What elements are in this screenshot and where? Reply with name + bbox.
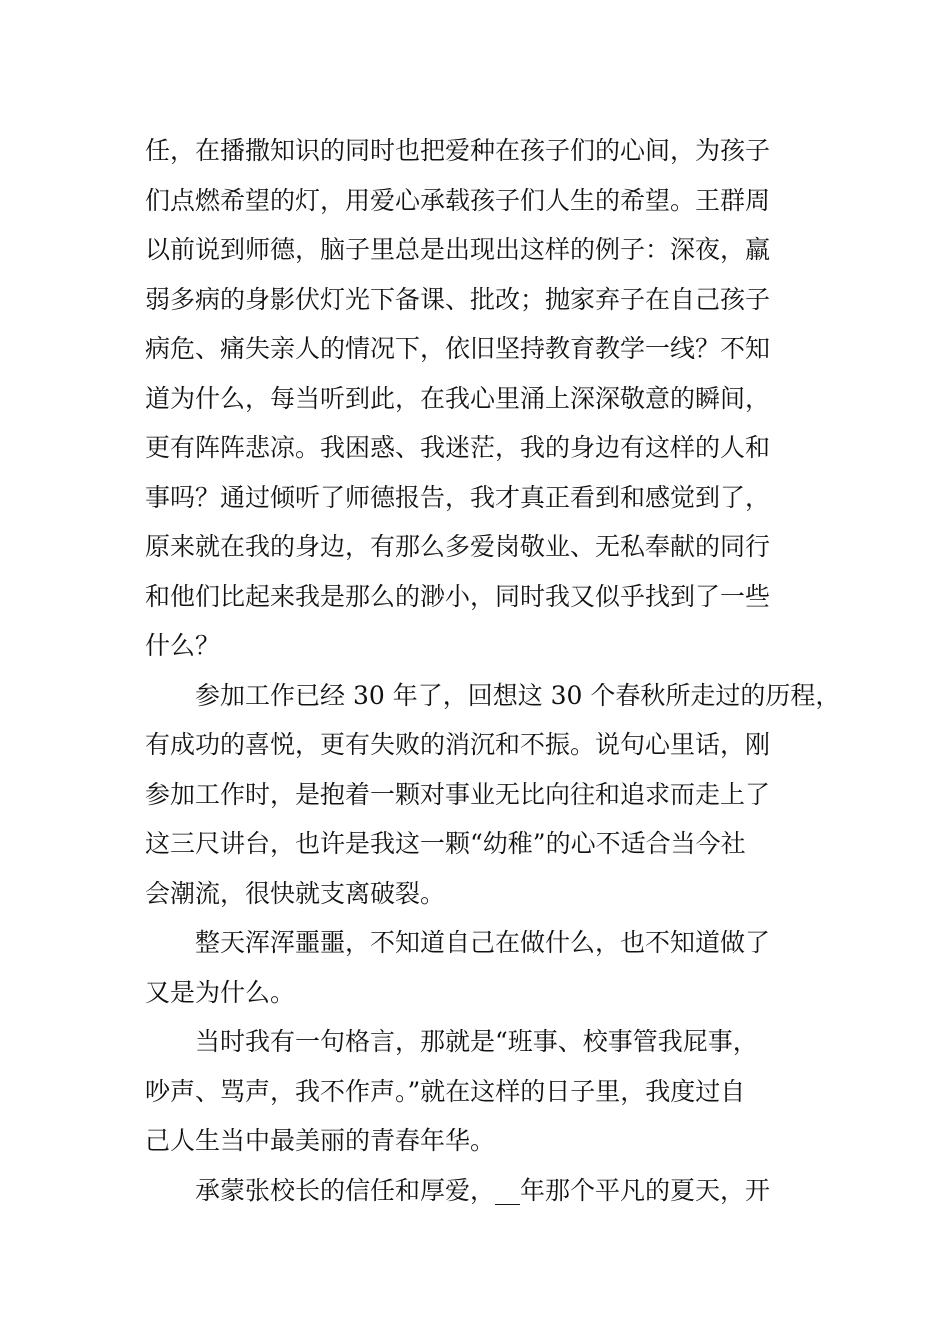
text-line: 什么？ (145, 631, 221, 660)
text-line: 和他们比起来我是那么的渺小，同时我又似乎找到了一些 (145, 581, 771, 611)
text-line: 又是为什么。 (145, 977, 296, 1007)
text-line: 有成功的喜悦，更有失败的消沉和不振。说句心里话，刚 (145, 730, 771, 759)
text-line: 以前说到师德，脑子里总是出现出这样的例子：深夜，羸 (145, 235, 771, 264)
text-line: 己人生当中最美丽的青春年华。 (145, 1126, 496, 1155)
text-line: 参加工作时，是抱着一颗对事业无比向往和追求而走上了 (145, 779, 771, 809)
text-line: 会潮流，很快就支离破裂。 (145, 878, 446, 908)
text-line: 吵声、骂声，我不作声。”就在这样的日子里，我度过自 (145, 1076, 746, 1106)
text-line: 原来就在我的身边，有那么多爱岗敬业、无私奉献的同行 (145, 532, 771, 561)
paragraph-first-line: 整天浑浑噩噩，不知道自己在做什么，也不知道做了 (195, 928, 771, 957)
text-line: 这三尺讲台，也许是我这一颗“幼稚”的心不适合当今社 (145, 829, 746, 858)
text-line: 们点燃希望的灯，用爱心承载孩子们人生的希望。王群周 (145, 185, 771, 215)
text-line: 病危、痛失亲人的情况下，依旧坚持教育教学一线？不知 (145, 334, 771, 363)
text-line: 事吗？通过倾听了师德报告，我才真正看到和感觉到了， (145, 482, 771, 512)
body-text (145, 126, 841, 1215)
text-line: 弱多病的身影伏灯光下备课、批改；抛家弃子在自己孩子 (145, 284, 771, 314)
paragraph-first-line: 承蒙张校长的信任和厚爱，__年那个平凡的夏天，开 (195, 1175, 771, 1205)
text-line: 更有阵阵悲凉。我困惑、我迷茫，我的身边有这样的人和 (145, 433, 771, 462)
paragraph-first-line: 参加工作已经 30 年了，回想这 30 个春秋所走过的历程， (195, 680, 841, 710)
paragraph-first-line: 当时我有一句格言，那就是“班事、校事管我屁事， (195, 1027, 758, 1056)
text-line: 任，在播撒知识的同时也把爱种在孩子们的心间，为孩子 (145, 136, 771, 165)
text-line: 道为什么，每当听到此，在我心里涌上深深敬意的瞬间， (145, 383, 771, 413)
